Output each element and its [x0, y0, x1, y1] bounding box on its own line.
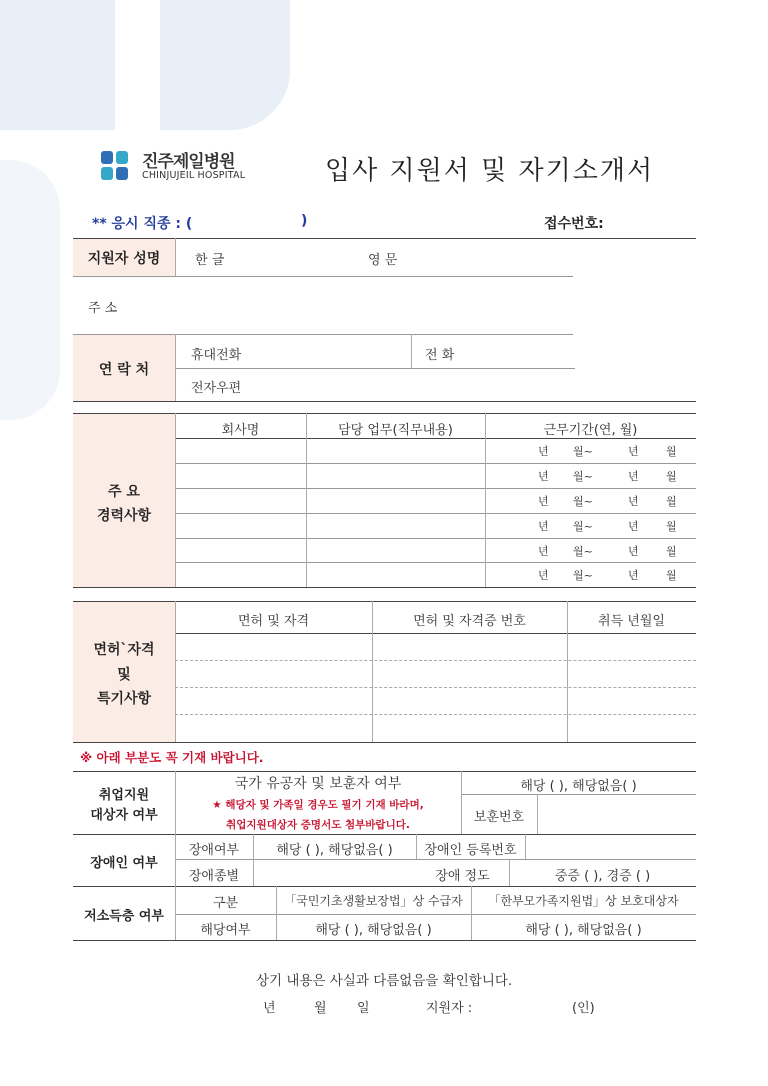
- watermark-shape: [160, 0, 290, 130]
- employment-label-line1: 취업지원: [98, 788, 150, 803]
- apply-position-prefix: ** 응시 직종 : (: [92, 216, 193, 232]
- license-header-name: 면허 및 자격: [237, 614, 310, 629]
- logo-name-english: CHINJUJEIL HOSPITAL: [142, 170, 246, 181]
- name-korean-field[interactable]: 한 글: [195, 253, 225, 268]
- career-label-line1: 주 요: [108, 484, 140, 500]
- lowincome-applicable-label: 해당여부: [200, 923, 251, 938]
- notice-text: ※ 아래 부분도 꼭 기재 바랍니다.: [80, 750, 264, 765]
- license-label-line3: 특기사항: [96, 691, 152, 707]
- license-label-line1: 면허`자격: [93, 642, 155, 658]
- sign-day[interactable]: 일: [357, 1001, 370, 1016]
- disability-status-answer[interactable]: 해당 ( ), 해당없음( ): [276, 843, 393, 858]
- career-period-row[interactable]: 년 월~ 년 월: [538, 520, 677, 533]
- sign-seal[interactable]: (인): [572, 1001, 595, 1016]
- disability-label: 장애인 여부: [90, 856, 158, 871]
- phone-field[interactable]: 전 화: [425, 348, 455, 363]
- confirm-statement: 상기 내용은 사실과 다름없음을 확인합니다.: [256, 973, 513, 989]
- lowincome-basic-living: 「국민기초생활보장법」상 수급자: [284, 894, 463, 908]
- disability-reg-number-label: 장애인 등록번호: [424, 843, 517, 858]
- mobile-phone-field[interactable]: 휴대전화: [191, 348, 242, 363]
- disability-status-label: 장애여부: [188, 843, 240, 858]
- license-header-number: 면허 및 자격증 번호: [413, 614, 526, 629]
- career-period-row[interactable]: 년 월~ 년 월: [538, 445, 677, 458]
- career-period-row[interactable]: 년 월~ 년 월: [538, 470, 677, 483]
- veteran-number-label: 보훈번호: [473, 810, 525, 825]
- lowincome-label: 저소득층 여부: [84, 909, 164, 924]
- watermark-shape: [0, 0, 115, 130]
- receipt-number-label: 접수번호:: [544, 216, 604, 232]
- page-title: 입사 지원서 및 자기소개서: [325, 156, 655, 186]
- disability-type-label: 장애종별: [188, 869, 240, 884]
- disability-degree-label: 장애 정도: [435, 869, 490, 884]
- veteran-answer[interactable]: 해당 ( ), 해당없음( ): [520, 779, 637, 794]
- lowincome-answer-2[interactable]: 해당 ( ), 해당없음( ): [525, 923, 642, 938]
- email-field[interactable]: 전자우편: [191, 381, 242, 396]
- employment-label-line2: 대상자 여부: [90, 808, 158, 823]
- hospital-logo-icon: [100, 150, 130, 182]
- address-label: 주 소: [88, 301, 118, 316]
- sign-applicant-label: 지원자 :: [426, 1001, 473, 1016]
- career-header-company: 회사명: [221, 423, 260, 438]
- name-english-field[interactable]: 영 문: [368, 253, 398, 268]
- lowincome-category-label: 구분: [212, 896, 239, 911]
- logo-name-korean: 진주제일병원: [142, 152, 235, 172]
- license-header-date: 취득 년월일: [598, 614, 665, 629]
- career-header-period: 근무기간(연, 월): [543, 423, 638, 438]
- veteran-question: 국가 유공자 및 보훈자 여부: [234, 776, 402, 792]
- warning-line1: ★ 해당자 및 가족일 경우도 필기 기재 바라며,: [212, 799, 424, 811]
- sign-year[interactable]: 년: [263, 1001, 276, 1016]
- applicant-name-label: 지원자 성명: [87, 251, 161, 267]
- career-period-row[interactable]: 년 월~ 년 월: [538, 545, 677, 558]
- license-label-line2: 및: [117, 667, 131, 683]
- warning-line2: 취업지원대상자 증명서도 첨부바랍니다.: [226, 819, 410, 831]
- watermark-shape: [0, 160, 60, 420]
- career-label-line2: 경력사항: [96, 508, 152, 524]
- contact-label: 연 락 처: [98, 362, 150, 378]
- apply-position-suffix: ): [301, 213, 308, 229]
- career-header-duty: 담당 업무(직무내용): [338, 423, 453, 438]
- lowincome-answer-1[interactable]: 해당 ( ), 해당없음( ): [315, 923, 432, 938]
- sign-month[interactable]: 월: [314, 1001, 327, 1016]
- career-period-row[interactable]: 년 월~ 년 월: [538, 569, 677, 582]
- lowincome-single-parent: 「한부모가족지원법」상 보호대상자: [488, 894, 679, 908]
- disability-degree-answer[interactable]: 중증 ( ), 경증 ( ): [554, 869, 651, 884]
- career-period-row[interactable]: 년 월~ 년 월: [538, 495, 677, 508]
